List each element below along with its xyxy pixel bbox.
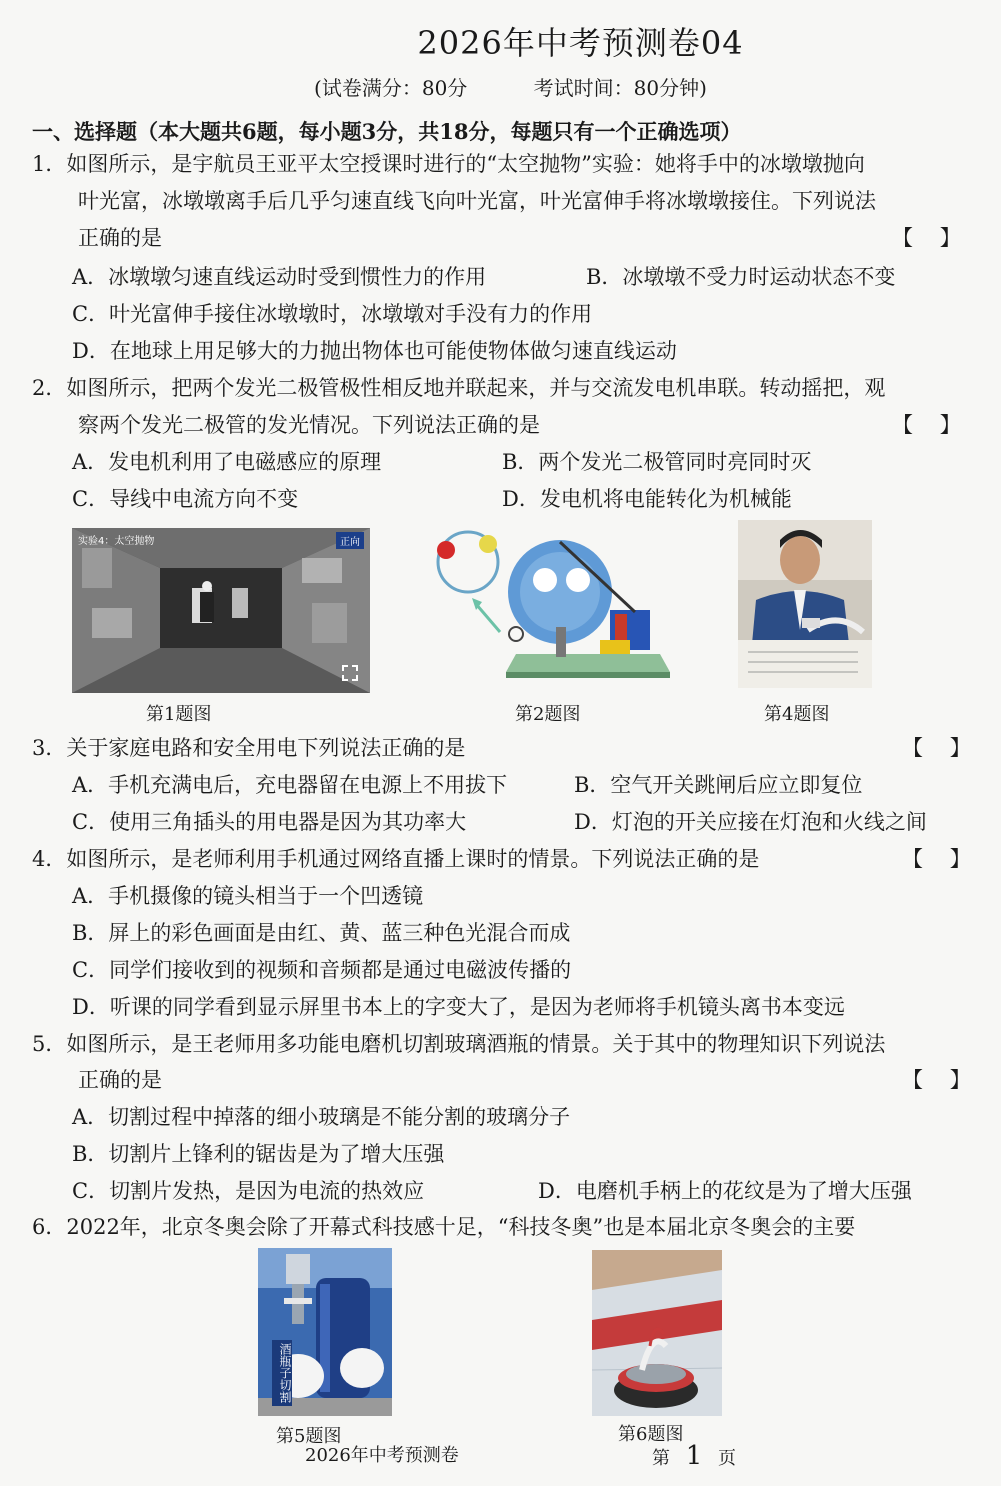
q5-line1: 5．如图所示，是王老师用多功能电磨机切割玻璃酒瓶的情景。关于其中的物理知识下列说法 bbox=[32, 1032, 886, 1056]
space-station-illustration bbox=[72, 528, 370, 693]
figure-1-badge: 正向 bbox=[336, 532, 364, 549]
q2-option-c: C．导线中电流方向不变 bbox=[72, 487, 299, 511]
q4-option-a: A．手机摄像的镜头相当于一个凹透镜 bbox=[72, 884, 424, 908]
q1-line3: 正确的是 bbox=[78, 226, 162, 250]
page-suffix: 页 bbox=[718, 1448, 737, 1469]
curling-stone-illustration bbox=[592, 1250, 722, 1416]
q4-option-c: C．同学们接收到的视频和音频都是通过电磁波传播的 bbox=[72, 958, 572, 982]
footer-page-indicator bbox=[652, 1441, 736, 1471]
figure-4-teacher-photo bbox=[738, 520, 872, 688]
q2-option-a: A．发电机利用了电磁感应的原理 bbox=[72, 450, 382, 474]
teacher-illustration bbox=[738, 520, 872, 688]
q1-line1: 1．如图所示，是宇航员王亚平太空授课时进行的“太空抛物”实验：她将手中的冰墩墩抛向 bbox=[32, 152, 865, 176]
exam-subtitle bbox=[0, 72, 1001, 101]
figure-6-curling-photo bbox=[592, 1250, 722, 1416]
figure-5-bottle-cutting-photo bbox=[258, 1248, 392, 1416]
q6-line1: 6．2022年，北京冬奥会除了开幕式科技感十足，“科技冬奥”也是本届北京冬奥会的主要 bbox=[32, 1215, 856, 1239]
q1-option-b: B．冰墩墩不受力时运动状态不变 bbox=[586, 265, 896, 289]
q3-option-b: B．空气开关跳闸后应立即复位 bbox=[574, 773, 863, 797]
q1-option-c: C．叶光富伸手接住冰墩墩时，冰墩墩对手没有力的作用 bbox=[72, 302, 593, 326]
q3-answer-bracket: 【 】 bbox=[902, 736, 971, 760]
fullscreen-icon bbox=[342, 665, 358, 681]
figure-1-space-station-photo bbox=[72, 528, 370, 693]
q1-option-a: A．冰墩墩匀速直线运动时受到惯性力的作用 bbox=[72, 265, 487, 289]
generator-illustration bbox=[420, 522, 676, 692]
q1-option-d: D．在地球上用足够大的力抛出物体也可能使物体做匀速直线运动 bbox=[72, 339, 677, 363]
figure-4-caption: 第4题图 bbox=[764, 704, 830, 725]
q2-option-d: D．发电机将电能转化为机械能 bbox=[502, 487, 792, 511]
figure-2-generator-apparatus bbox=[420, 522, 676, 692]
q5-option-a: A．切割过程中掉落的细小玻璃是不能分割的玻璃分子 bbox=[72, 1105, 571, 1129]
q5-answer-bracket: 【 】 bbox=[902, 1068, 971, 1092]
exam-title: 2026年中考预测卷04 bbox=[417, 24, 744, 62]
page-number: 1 bbox=[685, 1441, 703, 1471]
q5-line2: 正确的是 bbox=[78, 1068, 162, 1092]
figure-1-caption: 第1题图 bbox=[146, 704, 212, 725]
q5-option-d: D．电磨机手柄上的花纹是为了增大压强 bbox=[538, 1179, 912, 1203]
q4-option-b: B．屏上的彩色画面是由红、黄、蓝三种色光混合而成 bbox=[72, 921, 571, 945]
q4-line1: 4．如图所示，是老师利用手机通过网络直播上课时的情景。下列说法正确的是 bbox=[32, 847, 760, 871]
figure-5-label: 酒瓶子切割 bbox=[272, 1340, 292, 1406]
q5-option-b: B．切割片上锋利的锯齿是为了增大压强 bbox=[72, 1142, 445, 1166]
q5-option-c: C．切割片发热，是因为电流的热效应 bbox=[72, 1179, 425, 1203]
page-prefix: 第 bbox=[652, 1448, 670, 1469]
q2-option-b: B．两个发光二极管同时亮同时灭 bbox=[502, 450, 812, 474]
q3-option-d: D．灯泡的开关应接在灯泡和火线之间 bbox=[574, 810, 927, 834]
footer-exam-name: 2026年中考预测卷 bbox=[305, 1445, 459, 1466]
figure-2-caption: 第2题图 bbox=[515, 704, 581, 725]
q2-line2: 察两个发光二极管的发光情况。下列说法正确的是 bbox=[78, 413, 540, 437]
q3-option-c: C．使用三角插头的用电器是因为其功率大 bbox=[72, 810, 467, 834]
figure-1-overlay-text: 实验4：太空抛物 bbox=[78, 536, 155, 547]
q4-option-d: D．听课的同学看到显示屏里书本上的字变大了，是因为老师将手机镜头离书本变远 bbox=[72, 995, 845, 1019]
figure-5-caption: 第5题图 bbox=[276, 1426, 342, 1447]
q4-answer-bracket: 【 】 bbox=[902, 847, 971, 871]
section-heading: 一、选择题（本大题共6题，每小题3分，共18分，每题只有一个正确选项） bbox=[32, 119, 742, 144]
exam-time: 考试时间：80分钟) bbox=[533, 76, 707, 100]
q2-answer-bracket: 【 】 bbox=[892, 413, 961, 437]
full-score: (试卷满分：80分 bbox=[314, 76, 468, 100]
q1-line2: 叶光富，冰墩墩离手后几乎匀速直线飞向叶光富，叶光富伸手将冰墩墩接住。下列说法 bbox=[78, 189, 876, 213]
q2-line1: 2．如图所示，把两个发光二极管极性相反地并联起来，并与交流发电机串联。转动摇把，观 bbox=[32, 376, 886, 400]
q3-option-a: A．手机充满电后，充电器留在电源上不用拔下 bbox=[72, 773, 508, 797]
q1-answer-bracket: 【 】 bbox=[892, 226, 961, 250]
q3-line1: 3．关于家庭电路和安全用电下列说法正确的是 bbox=[32, 736, 466, 760]
figure-6-caption: 第6题图 bbox=[618, 1424, 684, 1445]
